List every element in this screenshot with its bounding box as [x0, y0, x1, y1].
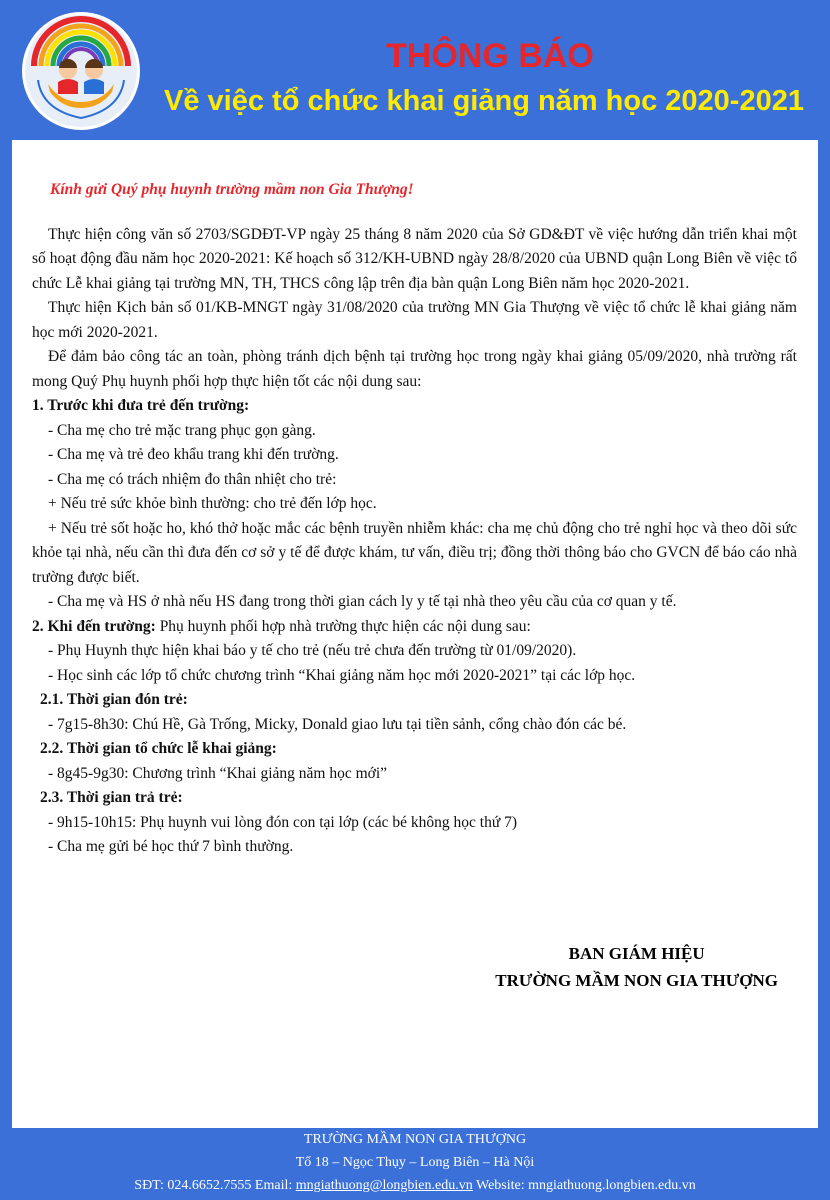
section-2-heading: 2. Khi đến trường: [32, 617, 156, 635]
paragraph: Để đảm bảo công tác an toàn, phòng tránh dịch bệnh tại trường học trong ngày khai giảng 05/09/2020, nhà trường rất mong Quý Phụ huynh phối hợp thực hiện tốt các nội dung sau: [32, 348, 797, 390]
footer-website-label: Website: [472, 1178, 529, 1193]
greeting: Kính gửi Quý phụ huynh trường mầm non Gia Thượng! [50, 181, 414, 198]
subsection-2-2-heading: 2.2. Thời gian tổ chức lễ khai giảng: [40, 740, 277, 757]
paragraph: Thực hiện Kịch bản số 01/KB-MNGT ngày 31/08/2020 của trường MN Gia Thượng về việc tổ chức lễ khai giảng năm học mới 2020-2021. [32, 299, 797, 341]
subsection-2-3-heading: 2.3. Thời gian trả trẻ: [40, 789, 183, 806]
section-2-heading-line [32, 615, 797, 640]
footer-address: Tổ 18 – Ngọc Thụy – Long Biên – Hà Nội [295, 1155, 535, 1170]
footer [0, 1128, 830, 1200]
school-logo [20, 10, 142, 132]
signature-block [495, 940, 778, 994]
footer-website-link[interactable]: mngiathuong.longbien.edu.vn [528, 1178, 696, 1193]
list-item: - Cha mẹ cho trẻ mặc trang phục gọn gàng. [48, 421, 316, 439]
signature-school: TRƯỜNG MẦM NON GIA THƯỢNG [495, 971, 778, 990]
list-item: - Cha mẹ gửi bé học thứ 7 bình thường. [48, 838, 294, 855]
footer-email-link[interactable]: mngiathuong@longbien.edu.vn [295, 1178, 473, 1193]
list-item: - Phụ Huynh thực hiện khai báo y tế cho trẻ (nếu trẻ chưa đến trường từ 01/09/2020). [48, 642, 577, 659]
footer-school-name: TRƯỜNG MẦM NON GIA THƯỢNG [303, 1132, 527, 1147]
signature-title: BAN GIÁM HIỆU [568, 944, 705, 963]
list-item: - Học sinh các lớp tổ chức chương trình “Khai giảng năm học mới 2020-2021” tại các lớp học. [48, 666, 636, 684]
notice-body [12, 140, 818, 1128]
list-item: + Nếu trẻ sốt hoặc ho, khó thở hoặc mắc các bệnh truyền nhiễm khác: cha mẹ chủ động cho trẻ nghỉ học và theo dõi sức khỏe tại nhà, nếu cần thì đưa đến cơ sở y tế để được khám, tư vấn, điều trị; đồng thời thông báo cho GVCN để báo cáo nhà trường được biết. [32, 519, 797, 586]
subsection-2-1-heading: 2.1. Thời gian đón trẻ: [40, 691, 188, 708]
list-item: - 9h15-10h15: Phụ huynh vui lòng đón con tại lớp (các bé không học thứ 7) [48, 813, 518, 831]
section-1-heading: 1. Trước khi đưa trẻ đến trường: [32, 397, 250, 414]
footer-phone: SĐT: 024.6652.7555 Email: [134, 1178, 296, 1193]
list-item: - Cha mẹ có trách nhiệm đo thân nhiệt cho trẻ: [48, 470, 337, 488]
section-2-heading-rest: Phụ huynh phối hợp nhà trường thực hiện các nội dung sau: [155, 617, 531, 635]
list-item: - 8g45-9g30: Chương trình “Khai giảng năm học mới” [48, 764, 388, 782]
list-item: - 7g15-8h30: Chú Hề, Gà Trống, Micky, Donald giao lưu tại tiền sảnh, cổng chào đón các bé. [48, 715, 627, 733]
page-subtitle: Về việc tổ chức khai giảng năm học 2020-2021 [164, 85, 804, 117]
page-title: THÔNG BÁO [386, 37, 594, 75]
footer-contact [0, 1174, 830, 1197]
notice-content [32, 178, 797, 860]
header-banner [0, 0, 830, 140]
list-item: + Nếu trẻ sức khỏe bình thường: cho trẻ đến lớp học. [48, 495, 377, 512]
list-item: - Cha mẹ và trẻ đeo khẩu trang khi đến trường. [48, 446, 339, 463]
list-item: - Cha mẹ và HS ở nhà nếu HS đang trong thời gian cách ly y tế tại nhà theo yêu cầu của cơ quan y tế. [48, 593, 677, 610]
paragraph: Thực hiện công văn số 2703/SGDĐT-VP ngày 25 tháng 8 năm 2020 của Sở GD&ĐT về việc hướng dẫn triển khai một số hoạt động đầu năm học 2020-2021: Kế hoạch số 312/KH-UBND ngày 28/8/2020 của UBND quận Long Biên về việc tổ chức Lễ khai giảng tại trường MN, TH, THCS công lập trên địa bàn quận Long Biên năm học 2020-2021. [32, 225, 797, 292]
